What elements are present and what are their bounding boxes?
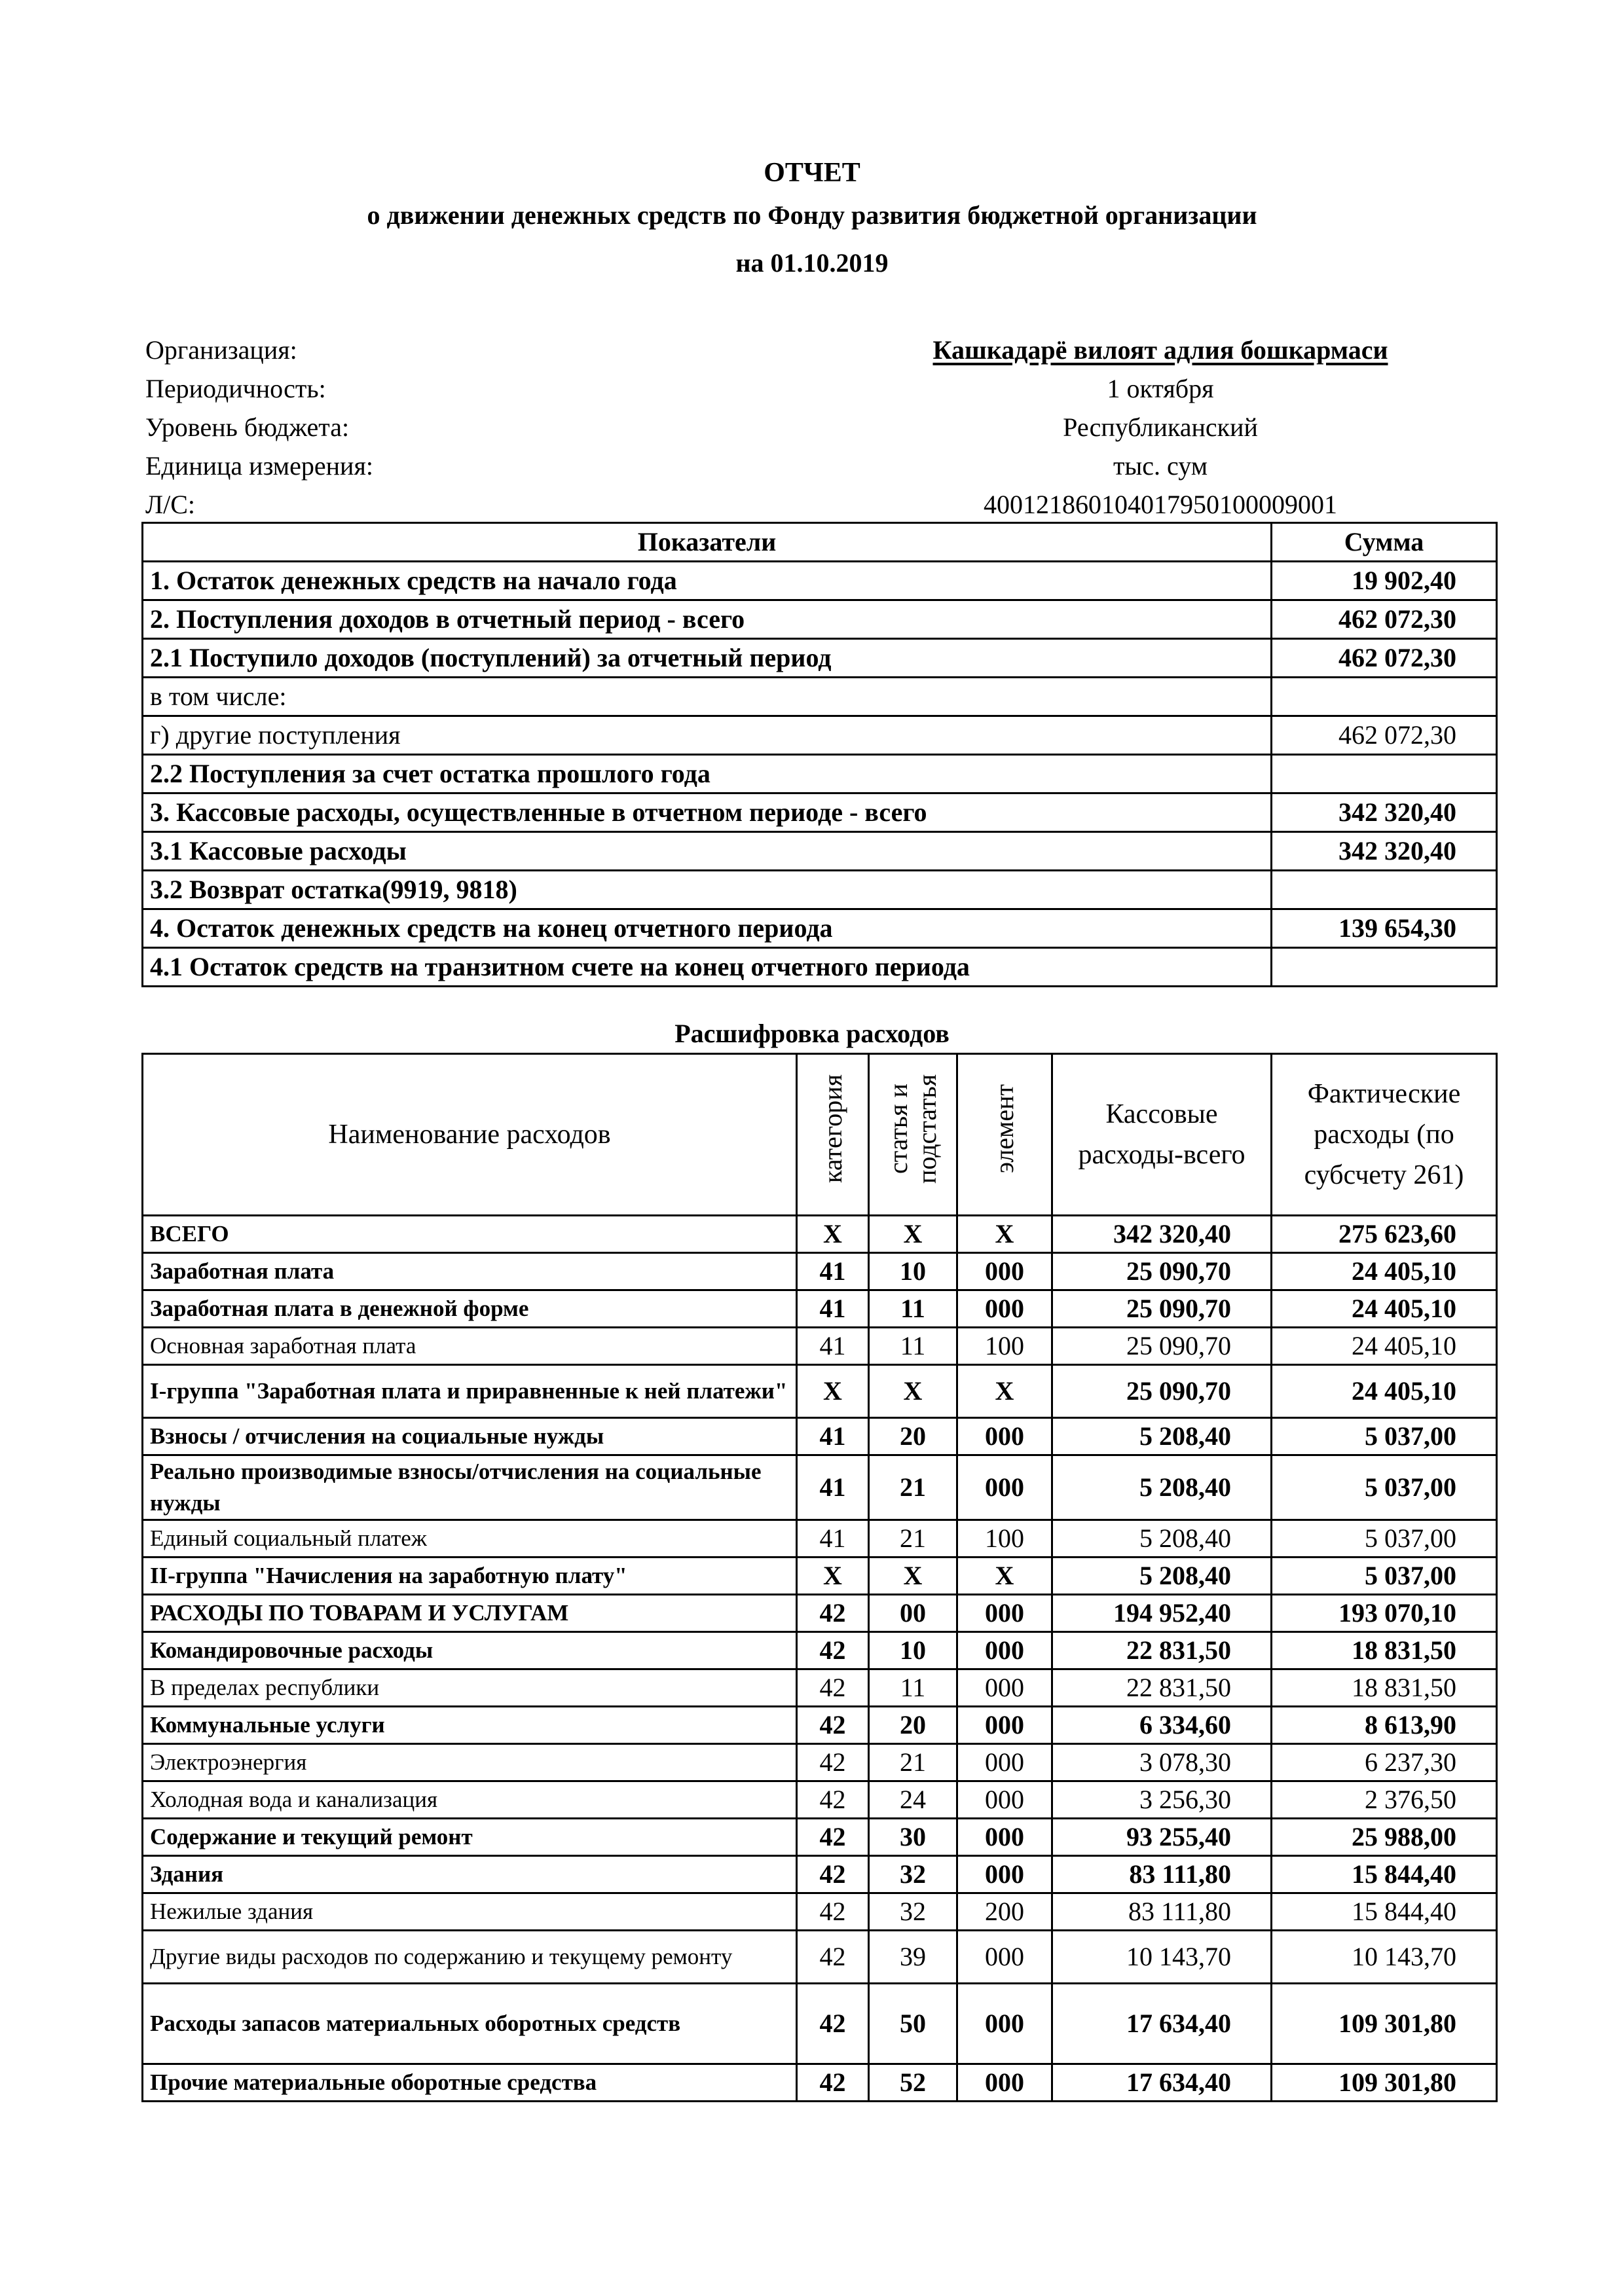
row-cash: 3 078,30 [1052,1744,1272,1781]
table-row [143,1819,1497,1856]
info-row-account [145,485,1501,524]
row-actual: 5 037,00 [1272,1455,1497,1520]
table-row [143,1632,1497,1669]
row-category: 42 [797,1669,869,1707]
row-article: 11 [869,1328,957,1365]
row-amount: 19 902,40 [1272,562,1497,600]
row-actual: 8 613,90 [1272,1707,1497,1744]
row-name: Холодная вода и канализация [143,1781,797,1819]
table-row [143,1455,1497,1520]
periodicity-value: 1 октября [1107,374,1214,403]
row-category: 42 [797,1744,869,1781]
row-actual: 2 376,50 [1272,1781,1497,1819]
row-article: 24 [869,1781,957,1819]
row-name: Прочие материальные оборотные средства [143,2064,797,2102]
row-element: X [957,1558,1052,1595]
row-element: 000 [957,1856,1052,1893]
report-date: на 01.10.2019 [735,248,889,278]
row-name: Заработная плата в денежной форме [143,1290,797,1328]
row-article: X [869,1558,957,1595]
row-element: 000 [957,1984,1052,2064]
row-element: 000 [957,1290,1052,1328]
table-row [143,1595,1497,1632]
table-row [143,562,1497,600]
header-name: Наименование расходов [143,1054,797,1216]
row-cash: 22 831,50 [1052,1632,1272,1669]
info-row-unit [145,446,1501,485]
table-row [143,1253,1497,1290]
row-label: г) другие поступления [143,716,1272,755]
row-category: 41 [797,1253,869,1290]
row-category: 42 [797,1893,869,1931]
account-number: 400121860104017950100009001 [984,490,1337,519]
info-row-organization [145,331,1501,369]
row-article: 11 [869,1669,957,1707]
row-name: Реально производимые взносы/отчисления на социальные нужды [143,1455,797,1520]
organization-name: Кашкадарё вилоят адлия бошкармаси [932,335,1388,365]
header-category-text: категория [817,1074,847,1183]
summary-header-row [143,523,1497,562]
table-row [143,1893,1497,1931]
row-category: X [797,1216,869,1253]
row-category: 41 [797,1328,869,1365]
info-block [145,331,1501,524]
row-actual: 15 844,40 [1272,1893,1497,1931]
row-label: 4. Остаток денежных средств на конец отчетного периода [143,909,1272,948]
table-row [143,1744,1497,1781]
row-amount [1272,678,1497,716]
row-label: 3.2 Возврат остатка(9919, 9818) [143,871,1272,909]
row-amount: 342 320,40 [1272,793,1497,832]
row-amount: 462 072,30 [1272,639,1497,678]
summary-table [141,522,1498,987]
row-actual: 18 831,50 [1272,1632,1497,1669]
row-element: 000 [957,1418,1052,1455]
row-amount [1272,871,1497,909]
table-row [143,1856,1497,1893]
row-name: Другие виды расходов по содержанию и текущему ремонту [143,1931,797,1984]
row-name: Электроэнергия [143,1744,797,1781]
row-category: 42 [797,1632,869,1669]
row-cash: 5 208,40 [1052,1520,1272,1558]
row-element: 200 [957,1893,1052,1931]
header-cash: Кассовые расходы-всего [1052,1054,1272,1216]
row-actual: 193 070,10 [1272,1595,1497,1632]
row-element: 000 [957,1632,1052,1669]
row-article: 50 [869,1984,957,2064]
info-row-budget-level [145,408,1501,446]
row-cash: 93 255,40 [1052,1819,1272,1856]
row-category: 42 [797,1984,869,2064]
table-row [143,1290,1497,1328]
row-cash: 5 208,40 [1052,1558,1272,1595]
row-actual: 18 831,50 [1272,1669,1497,1707]
header-category [797,1054,869,1216]
table-row [143,1781,1497,1819]
row-label: 2. Поступления доходов в отчетный период - всего [143,600,1272,639]
row-name: Здания [143,1856,797,1893]
row-cash: 25 090,70 [1052,1290,1272,1328]
row-cash: 5 208,40 [1052,1455,1272,1520]
row-article: 10 [869,1632,957,1669]
table-row [143,1707,1497,1744]
row-element: 000 [957,1253,1052,1290]
row-name: Единый социальный платеж [143,1520,797,1558]
row-cash: 10 143,70 [1052,1931,1272,1984]
row-name: Командировочные расходы [143,1632,797,1669]
row-cash: 6 334,60 [1052,1707,1272,1744]
row-element: 000 [957,1455,1052,1520]
row-cash: 83 111,80 [1052,1856,1272,1893]
header-article [869,1054,957,1216]
row-label: 1. Остаток денежных средств на начало года [143,562,1272,600]
row-amount: 139 654,30 [1272,909,1497,948]
table-row [143,909,1497,948]
row-article: 32 [869,1893,957,1931]
table-row [143,1328,1497,1365]
row-element: 000 [957,1931,1052,1984]
row-actual: 6 237,30 [1272,1744,1497,1781]
row-category: 41 [797,1520,869,1558]
info-label: Периодичность: [145,374,326,403]
row-element: 000 [957,1819,1052,1856]
table-row [143,1365,1497,1418]
row-name: I-группа "Заработная плата и приравненные к ней платежи" [143,1365,797,1418]
header-indicator: Показатели [143,523,1272,562]
row-element: 000 [957,1595,1052,1632]
row-cash: 25 090,70 [1052,1365,1272,1418]
row-amount [1272,755,1497,793]
row-cash: 17 634,40 [1052,1984,1272,2064]
row-actual: 24 405,10 [1272,1290,1497,1328]
row-category: 42 [797,1595,869,1632]
row-article: 20 [869,1707,957,1744]
row-name: Взносы / отчисления на социальные нужды [143,1418,797,1455]
row-name: В пределах республики [143,1669,797,1707]
row-label: 2.2 Поступления за счет остатка прошлого года [143,755,1272,793]
row-actual: 5 037,00 [1272,1520,1497,1558]
row-category: 42 [797,2064,869,2102]
row-label: 2.1 Поступило доходов (поступлений) за отчетный период [143,639,1272,678]
row-cash: 25 090,70 [1052,1328,1272,1365]
table-row [143,639,1497,678]
header-article-text: статья и подстатья [883,1074,942,1184]
table-row [143,716,1497,755]
row-element: 000 [957,1669,1052,1707]
row-cash: 3 256,30 [1052,1781,1272,1819]
row-category: 42 [797,1707,869,1744]
row-label: в том числе: [143,678,1272,716]
info-row-periodicity [145,369,1501,408]
info-label: Единица измерения: [145,451,373,481]
row-element: X [957,1365,1052,1418]
row-cash: 194 952,40 [1052,1595,1272,1632]
row-category: 41 [797,1418,869,1455]
row-category: X [797,1558,869,1595]
row-name: РАСХОДЫ ПО ТОВАРАМ И УСЛУГАМ [143,1595,797,1632]
row-label: 4.1 Остаток средств на транзитном счете на конец отчетного периода [143,948,1272,987]
header-amount: Сумма [1272,523,1497,562]
row-actual: 5 037,00 [1272,1558,1497,1595]
row-cash: 25 090,70 [1052,1253,1272,1290]
report-subtitle: о движении денежных средств по Фонду развития бюджетной организации [367,200,1257,230]
report-title: ОТЧЕТ [764,158,860,188]
row-actual: 10 143,70 [1272,1931,1497,1984]
row-article: 21 [869,1744,957,1781]
table-row [143,948,1497,987]
row-category: 42 [797,1819,869,1856]
row-element: 000 [957,2064,1052,2102]
row-amount: 462 072,30 [1272,600,1497,639]
row-category: 42 [797,1856,869,1893]
row-article: 30 [869,1819,957,1856]
table-row [143,2064,1497,2102]
row-category: 42 [797,1781,869,1819]
info-label: Уровень бюджета: [145,412,350,442]
table-row [143,1984,1497,2064]
row-cash: 83 111,80 [1052,1893,1272,1931]
row-amount [1272,948,1497,987]
table-row [143,678,1497,716]
row-name: Расходы запасов материальных оборотных средств [143,1984,797,2064]
unit-value: тыс. сум [1113,451,1208,481]
row-element: X [957,1216,1052,1253]
row-article: 11 [869,1290,957,1328]
row-amount: 342 320,40 [1272,832,1497,871]
table-row [143,1558,1497,1595]
row-article: 52 [869,2064,957,2102]
row-article: 21 [869,1520,957,1558]
row-actual: 109 301,80 [1272,1984,1497,2064]
row-category: 41 [797,1290,869,1328]
row-article: 20 [869,1418,957,1455]
expenses-section-title: Расшифровка расходов [674,1019,950,1048]
expenses-table [141,1053,1498,2102]
row-article: X [869,1216,957,1253]
row-category: X [797,1365,869,1418]
row-label: 3. Кассовые расходы, осуществленные в отчетном периоде - всего [143,793,1272,832]
row-category: 41 [797,1455,869,1520]
row-article: 39 [869,1931,957,1984]
row-cash: 342 320,40 [1052,1216,1272,1253]
expenses-header-row [143,1054,1497,1216]
row-name: Нежилые здания [143,1893,797,1931]
table-row [143,1216,1497,1253]
row-amount: 462 072,30 [1272,716,1497,755]
header-element [957,1054,1052,1216]
row-cash: 5 208,40 [1052,1418,1272,1455]
row-actual: 15 844,40 [1272,1856,1497,1893]
header-actual: Фактические расходы (по субсчету 261) [1272,1054,1497,1216]
row-name: Основная заработная плата [143,1328,797,1365]
row-actual: 109 301,80 [1272,2064,1497,2102]
info-label: Организация: [145,335,297,365]
row-article: 00 [869,1595,957,1632]
row-article: 21 [869,1455,957,1520]
header-element-text: элемент [989,1084,1019,1174]
row-name: Содержание и текущий ремонт [143,1819,797,1856]
table-row [143,832,1497,871]
table-row [143,793,1497,832]
table-row [143,1520,1497,1558]
row-article: X [869,1365,957,1418]
table-row [143,755,1497,793]
table-row [143,600,1497,639]
row-actual: 24 405,10 [1272,1253,1497,1290]
row-name: Коммунальные услуги [143,1707,797,1744]
row-article: 10 [869,1253,957,1290]
row-element: 000 [957,1744,1052,1781]
row-element: 100 [957,1520,1052,1558]
row-name: ВСЕГО [143,1216,797,1253]
info-label: Л/С: [145,490,196,519]
table-row [143,1669,1497,1707]
row-label: 3.1 Кассовые расходы [143,832,1272,871]
row-cash: 17 634,40 [1052,2064,1272,2102]
row-name: II-группа "Начисления на заработную плату" [143,1558,797,1595]
budget-level-value: Республиканский [1063,412,1258,442]
row-article: 32 [869,1856,957,1893]
row-actual: 25 988,00 [1272,1819,1497,1856]
row-name: Заработная плата [143,1253,797,1290]
row-actual: 275 623,60 [1272,1216,1497,1253]
table-row [143,1931,1497,1984]
row-element: 100 [957,1328,1052,1365]
table-row [143,871,1497,909]
table-row [143,1418,1497,1455]
row-element: 000 [957,1707,1052,1744]
row-element: 000 [957,1781,1052,1819]
row-actual: 5 037,00 [1272,1418,1497,1455]
row-actual: 24 405,10 [1272,1365,1497,1418]
row-actual: 24 405,10 [1272,1328,1497,1365]
row-category: 42 [797,1931,869,1984]
row-cash: 22 831,50 [1052,1669,1272,1707]
